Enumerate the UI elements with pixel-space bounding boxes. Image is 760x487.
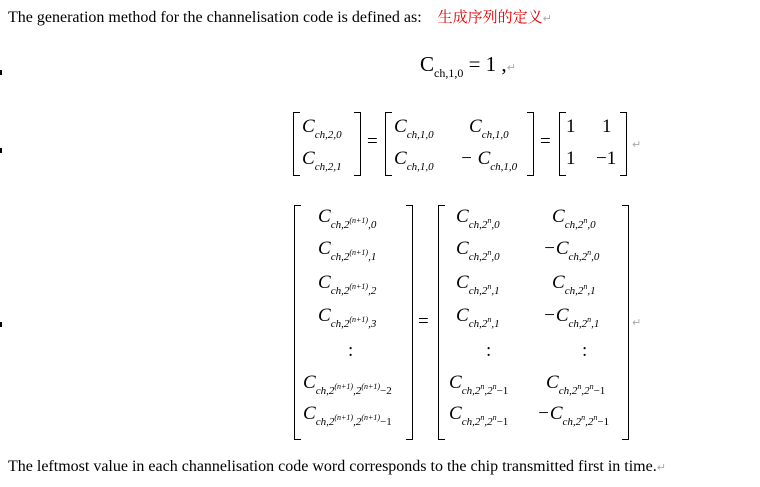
return-mark: ↵ bbox=[632, 316, 642, 329]
eq3-lhs-cell: $C_{ch,2^{(n+1)},2^{(n+1)}-2}$ bbox=[303, 372, 392, 397]
eq3-lhs-cell: $C_{ch,2^{(n+1)},3}$ bbox=[318, 305, 377, 330]
eq3-rhs-left-bracket bbox=[438, 205, 445, 440]
eq2-rhs-cell: −1 bbox=[596, 148, 617, 169]
eq1-rhs: = 1 , bbox=[468, 52, 507, 76]
eq3-rhs-right-cell: $-C_{ch,2^n,1}$ bbox=[543, 305, 600, 330]
eq3-lhs-right-bracket bbox=[406, 205, 413, 440]
eq3-rhs-left-cell: : bbox=[486, 340, 492, 361]
chinese-annotation: 生成序列的定义 bbox=[437, 8, 543, 26]
eq2-mid-left-bracket bbox=[385, 112, 392, 176]
eq2-lhs-left-bracket bbox=[293, 112, 300, 176]
eq3-rhs-left-cell: $C_{ch,2^n,1}$ bbox=[456, 272, 500, 297]
margin-marker bbox=[0, 322, 2, 327]
eq2-equals-2: = bbox=[540, 131, 551, 152]
eq3-lhs-cell: $C_{ch,2^{(n+1)},1}$ bbox=[318, 238, 377, 263]
eq2-rhs-cell: 1 bbox=[566, 116, 576, 137]
eq3-lhs-cell: $C_{ch,2^{(n+1)},2}$ bbox=[318, 272, 377, 297]
eq3-rhs-right-cell: $C_{ch,2^n,2^n-1}$ bbox=[546, 372, 606, 397]
eq3-rhs-right-cell: $C_{ch,2^n,0}$ bbox=[552, 206, 596, 231]
outro-text: The leftmost value in each channelisation code word corresponds to the chip transmitted first in time. bbox=[8, 458, 657, 475]
return-mark: ↵ bbox=[632, 138, 642, 151]
eq2-mid-cell: $C_{ch,1,0}$ bbox=[469, 116, 509, 141]
return-mark: ↵ bbox=[656, 461, 666, 474]
eq2-lhs-cell: $C_{ch,2,1}$ bbox=[302, 148, 342, 173]
eq3-rhs-left-cell: $C_{ch,2^n,1}$ bbox=[456, 305, 500, 330]
eq3-lhs-cell: $C_{ch,2^{(n+1)},2^{(n+1)}-1}$ bbox=[303, 403, 392, 428]
margin-marker bbox=[0, 70, 2, 75]
eq2-rhs-left-bracket bbox=[559, 112, 566, 176]
equation-1 bbox=[420, 52, 516, 81]
eq2-rhs-right-bracket bbox=[620, 112, 627, 176]
intro-paragraph bbox=[8, 6, 552, 27]
eq3-rhs-right-bracket bbox=[622, 205, 629, 440]
return-mark: ↵ bbox=[506, 61, 516, 74]
return-mark: ↵ bbox=[542, 12, 552, 25]
eq3-equals: = bbox=[418, 311, 429, 332]
margin-marker bbox=[0, 148, 2, 153]
eq3-rhs-right-cell: $-C_{ch,2^n,2^n-1}$ bbox=[537, 403, 610, 428]
eq2-mid-cell: $C_{ch,1,0}$ bbox=[394, 116, 434, 141]
eq2-lhs-cell: $C_{ch,2,0}$ bbox=[302, 116, 342, 141]
outro-paragraph bbox=[8, 458, 666, 476]
eq2-mid-cell: − $C_{ch,1,0}$ bbox=[460, 148, 518, 173]
eq2-mid-right-bracket bbox=[527, 112, 534, 176]
eq2-rhs-cell: 1 bbox=[566, 148, 576, 169]
eq1-subscript: ch,1,0 bbox=[434, 66, 464, 80]
eq3-rhs-left-cell: $C_{ch,2^n,2^n-1}$ bbox=[449, 403, 509, 428]
eq2-mid-cell: $C_{ch,1,0}$ bbox=[394, 148, 434, 173]
eq2-equals-1: = bbox=[367, 131, 378, 152]
eq3-rhs-left-cell: $C_{ch,2^n,0}$ bbox=[456, 238, 500, 263]
eq2-lhs-right-bracket bbox=[354, 112, 361, 176]
eq3-rhs-right-cell: $C_{ch,2^n,1}$ bbox=[552, 272, 596, 297]
eq3-rhs-right-cell: $-C_{ch,2^n,0}$ bbox=[543, 238, 600, 263]
eq3-lhs-cell: $C_{ch,2^{(n+1)},0}$ bbox=[318, 206, 377, 231]
eq3-rhs-left-cell: $C_{ch,2^n,2^n-1}$ bbox=[449, 372, 509, 397]
eq2-rhs-cell: 1 bbox=[602, 116, 612, 137]
intro-text: The generation method for the channelisation code is defined as: bbox=[8, 9, 422, 26]
eq3-lhs-left-bracket bbox=[294, 205, 301, 440]
eq3-rhs-left-cell: $C_{ch,2^n,0}$ bbox=[456, 206, 500, 231]
eq1-base: C bbox=[420, 52, 435, 76]
eq3-lhs-cell: : bbox=[348, 340, 354, 361]
eq3-rhs-right-cell: : bbox=[582, 340, 588, 361]
